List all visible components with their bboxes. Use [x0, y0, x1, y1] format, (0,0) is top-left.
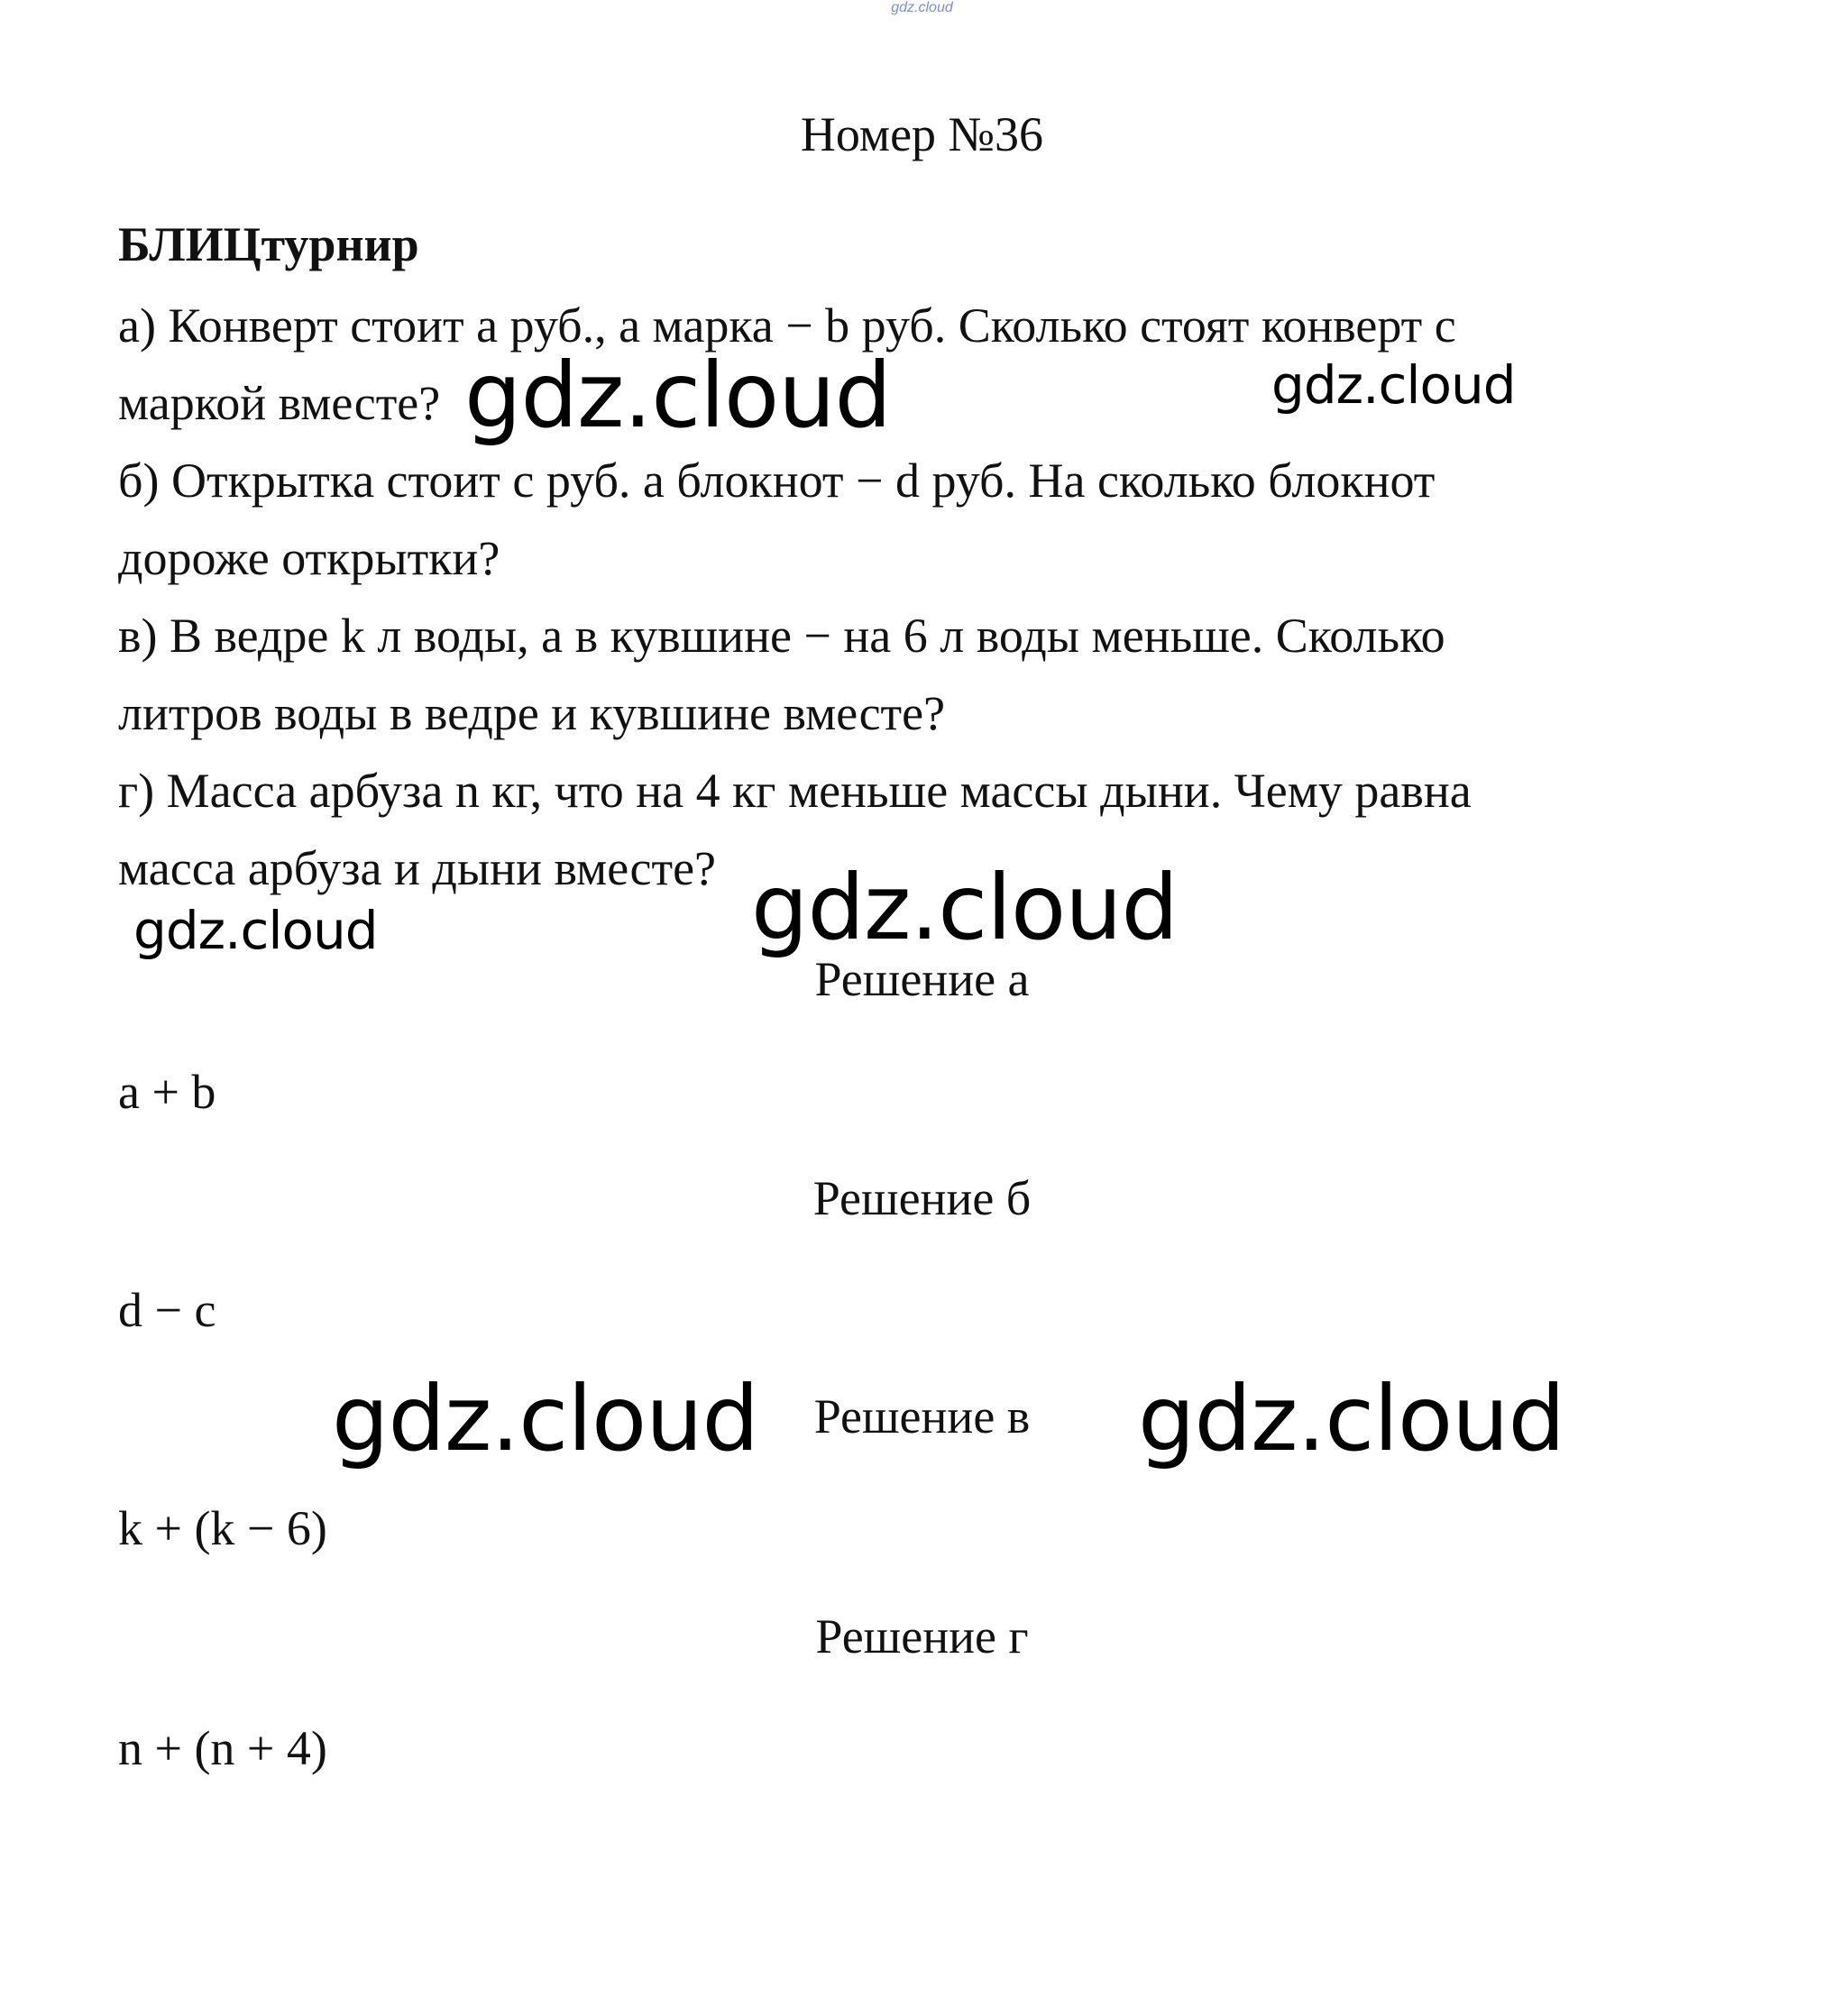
- task-line-g2: масса арбуза и дыни вместе?: [118, 841, 717, 895]
- task-line-v1: в) В ведре k л воды, а в кувшине − на 6 л воды меньше. Сколько: [118, 609, 1445, 663]
- watermark: gdz.cloud: [1271, 354, 1516, 416]
- solution-answer-b: d − c: [118, 1283, 216, 1337]
- solution-heading-a: Решение а: [814, 952, 1030, 1006]
- task-line-b1: б) Открытка стоит c руб. а блокнот − d руб. На сколько блокнот: [118, 454, 1436, 508]
- task-line-b2: дороже открытки?: [118, 531, 500, 585]
- task-line-g1: г) Масса арбуза n кг, что на 4 кг меньше массы дыни. Чему равна: [118, 764, 1472, 818]
- watermark: gdz.cloud: [133, 900, 378, 961]
- task-line-v2: литров воды в ведре и кувшине вместе?: [118, 686, 946, 740]
- solution-heading-v: Решение в: [813, 1389, 1031, 1443]
- solution-answer-v: k + (k − 6): [118, 1501, 327, 1555]
- watermark: gdz.cloud: [751, 855, 1179, 960]
- task-line-a1: а) Конверт стоит a руб., а марка − b руб. Сколько стоят конверт с: [118, 298, 1456, 353]
- task-line-a2: маркой вместе?: [118, 376, 441, 430]
- section-heading: БЛИЦтурнир: [118, 217, 419, 271]
- watermark: gdz.cloud: [332, 1366, 759, 1471]
- solution-heading-b: Решение б: [812, 1171, 1032, 1225]
- watermark: gdz.cloud: [1138, 1366, 1565, 1471]
- page-title: Номер №36: [800, 107, 1044, 161]
- solution-heading-g: Решение г: [815, 1609, 1029, 1663]
- solution-answer-a: a + b: [118, 1065, 216, 1119]
- top-watermark: gdz.cloud: [891, 0, 953, 15]
- watermark: gdz.cloud: [464, 343, 892, 448]
- solution-answer-g: n + (n + 4): [118, 1721, 327, 1775]
